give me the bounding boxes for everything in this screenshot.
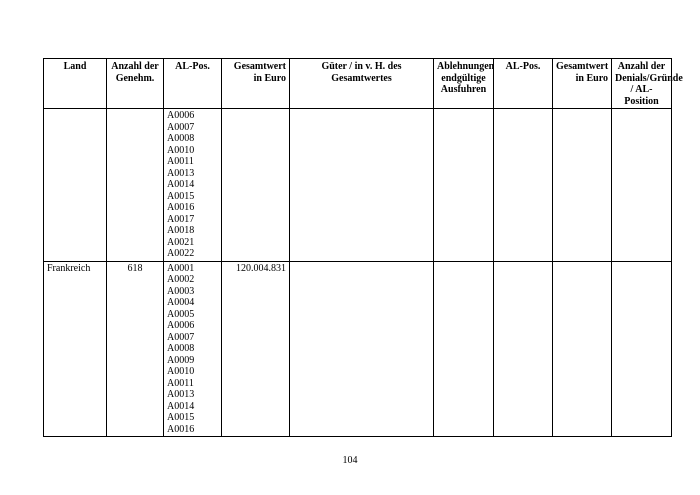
cell-al-pos-list	[164, 109, 222, 262]
al-pos-item: A0014	[167, 400, 195, 412]
cell-denials	[612, 109, 672, 262]
header-land: Land	[44, 59, 107, 109]
table-row	[44, 261, 672, 437]
cell-denials	[612, 261, 672, 437]
al-pos-item: A0015	[167, 412, 195, 423]
cell-al-pos-2	[494, 261, 553, 437]
al-pos-item: A0011	[167, 377, 194, 389]
cell-al-pos-2	[494, 109, 553, 262]
al-pos-item: A0005	[167, 308, 195, 320]
header-gesamtwert: Gesamtwert in Euro	[222, 59, 290, 109]
al-pos-item: A0022	[167, 248, 195, 259]
header-anzahl-genehm: Anzahl der Genehm.	[107, 59, 164, 109]
al-pos-item: A0018	[167, 225, 195, 236]
header-al-pos: AL-Pos.	[164, 59, 222, 109]
header-ablehnungen: Ablehnungen endgültige Ausfuhren	[434, 59, 494, 109]
al-pos-item: A0006	[167, 320, 195, 331]
al-pos-item: A0013	[167, 389, 195, 400]
al-pos-item: A0014	[167, 179, 195, 190]
cell-anzahl: 618	[107, 261, 164, 437]
cell-gesamtwert-2	[553, 109, 612, 262]
al-pos-item: A0016	[167, 423, 195, 435]
al-pos-item: A0016	[167, 202, 195, 213]
table-header-row	[44, 59, 672, 109]
al-pos-item: A0007	[167, 331, 195, 343]
header-al-pos-2: AL-Pos.	[494, 59, 553, 109]
header-gueter: Güter / in v. H. des Gesamtwertes	[290, 59, 434, 109]
al-pos-item: A0013	[167, 167, 195, 179]
al-pos-item: A0008	[167, 343, 195, 354]
table-row	[44, 109, 672, 262]
al-pos-item: A0015	[167, 190, 195, 202]
cell-gueter	[290, 261, 434, 437]
al-pos-item: A0004	[167, 297, 195, 308]
al-pos-item: A0021	[167, 236, 195, 248]
al-pos-item: A0006	[167, 110, 195, 121]
cell-anzahl	[107, 109, 164, 262]
al-pos-item: A0001	[167, 262, 195, 274]
header-denials: Anzahl der Denials/Gründe / AL-Position	[612, 59, 672, 109]
al-pos-item: A0017	[167, 213, 195, 225]
cell-land	[44, 109, 107, 262]
al-pos-item: A0010	[167, 144, 195, 156]
cell-gueter	[290, 109, 434, 262]
cell-gesamtwert-2	[553, 261, 612, 437]
header-gesamtwert-2: Gesamtwert in Euro	[553, 59, 612, 109]
export-table	[43, 58, 683, 437]
al-pos-item: A0009	[167, 354, 195, 366]
cell-gesamtwert: 120.004.831	[222, 261, 290, 437]
al-pos-item: A0010	[167, 366, 195, 377]
cell-al-pos-list	[164, 261, 222, 437]
page-number: 104	[342, 455, 358, 466]
cell-ablehnungen	[434, 261, 494, 437]
al-pos-item: A0011	[167, 156, 194, 167]
cell-land: Frankreich	[44, 261, 107, 437]
al-pos-item: A0002	[167, 274, 195, 285]
al-pos-item: A0003	[167, 285, 195, 297]
al-pos-item: A0007	[167, 121, 195, 133]
al-pos-item: A0008	[167, 133, 195, 144]
cell-ablehnungen	[434, 109, 494, 262]
cell-gesamtwert	[222, 109, 290, 262]
